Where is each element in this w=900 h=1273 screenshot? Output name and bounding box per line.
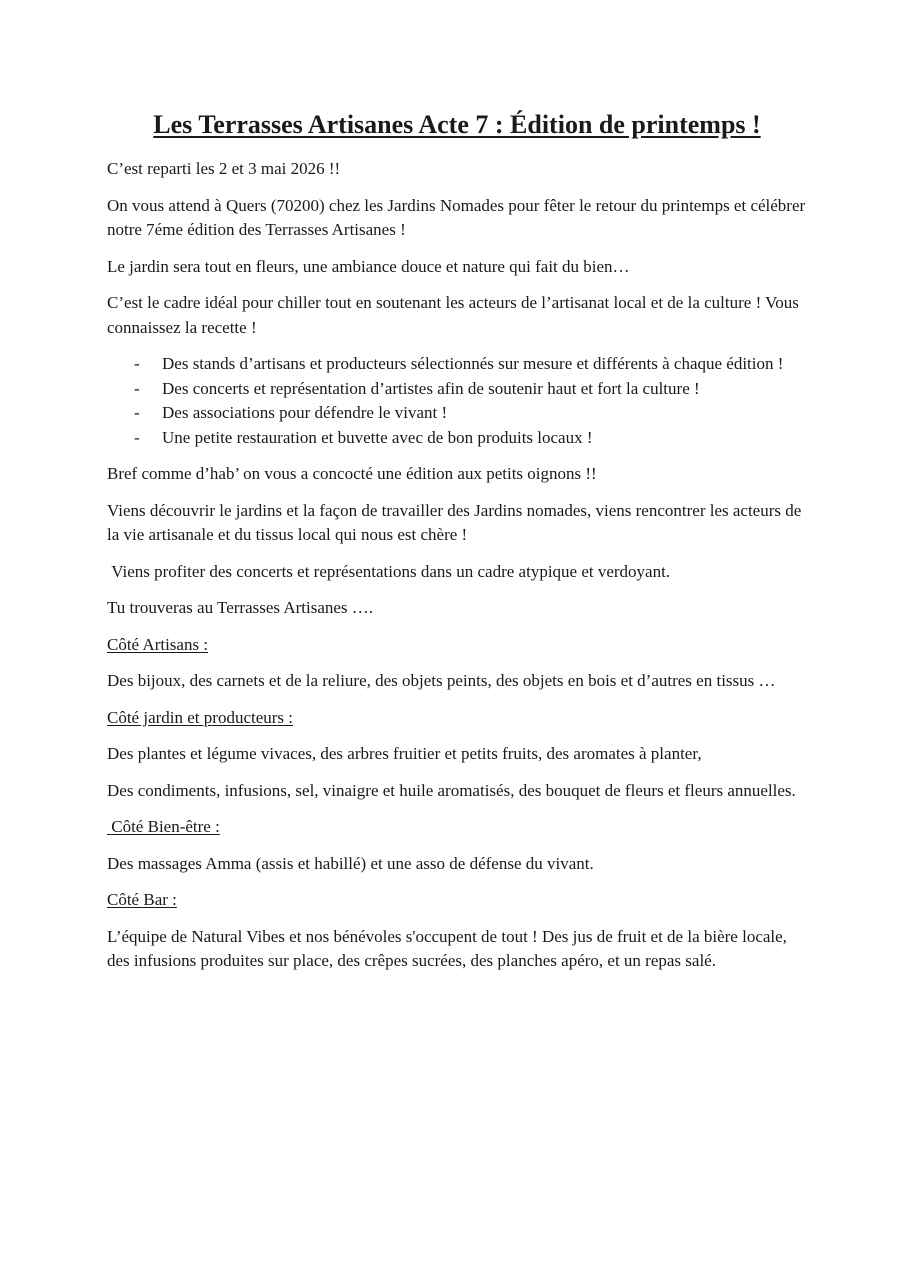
find-intro-paragraph: Tu trouveras au Terrasses Artisanes …. xyxy=(107,598,374,617)
section-heading-bien-etre: Côté Bien-être : xyxy=(107,817,220,836)
section-paragraph: Des condiments, infusions, sel, vinaigre et huile aromatisés, des bouquet de fleurs et fleurs annuelles. xyxy=(107,780,796,800)
bullet-dash: - xyxy=(134,378,140,398)
list-item xyxy=(107,352,807,377)
summary-paragraph: Bref comme d’hab’ on vous a concocté une édition aux petits oignons !! xyxy=(107,464,597,483)
section-paragraph: L’équipe de Natural Vibes et nos bénévoles s'occupent de tout ! Des jus de fruit et de la bière locale, des infusions produites sur place, des crêpes sucrées, des planches apéro, et un repas salé. xyxy=(107,926,787,970)
location-paragraph: On vous attend à Quers (70200) chez les Jardins Nomades pour fêter le retour du printemps et célébrer notre 7éme édition des Terrasses Artisanes ! xyxy=(107,195,806,239)
section-heading-jardin: Côté jardin et producteurs : xyxy=(107,707,294,727)
list-item-text: Des associations pour défendre le vivant ! xyxy=(162,403,448,422)
list-item-text: Des concerts et représentation d’artistes afin de soutenir haut et fort la culture ! xyxy=(162,378,700,398)
discover-paragraph: Viens découvrir le jardins et la façon de travailler des Jardins nomades, viens rencontrer les acteurs de la vie artisanale et du tissus local qui nous est chère ! xyxy=(107,500,802,544)
ambiance-paragraph: Le jardin sera tout en fleurs, une ambiance douce et nature qui fait du bien… xyxy=(107,256,630,276)
section-paragraph: Des bijoux, des carnets et de la reliure, des objets peints, des objets en bois et d’autres en tissus … xyxy=(107,671,776,690)
recipe-paragraph: C’est le cadre idéal pour chiller tout en soutenant les acteurs de l’artisanat local et de la culture ! Vous connaissez la recette ! xyxy=(107,293,799,337)
bullet-dash: - xyxy=(134,354,140,373)
section-paragraph: Des plantes et légume vivaces, des arbres fruitier et petits fruits, des aromates à planter, xyxy=(107,744,702,763)
document-page xyxy=(107,104,807,986)
concerts-paragraph: Viens profiter des concerts et représentations dans un cadre atypique et verdoyant. xyxy=(107,561,671,581)
document-title: Les Terrasses Artisanes Acte 7 : Édition de printemps ! xyxy=(153,110,761,139)
section-heading-bar: Côté Bar : xyxy=(107,890,177,909)
list-item-text: Une petite restauration et buvette avec de bon produits locaux ! xyxy=(162,427,593,447)
list-item-text: Des stands d’artisans et producteurs sélectionnés sur mesure et différents à chaque édition ! xyxy=(162,354,784,373)
features-list xyxy=(107,352,807,450)
list-item xyxy=(107,426,807,451)
section-heading-artisans: Côté Artisans : xyxy=(107,634,209,654)
bullet-dash: - xyxy=(134,403,140,422)
list-item xyxy=(107,401,807,426)
section-paragraph: Des massages Amma (assis et habillé) et une asso de défense du vivant. xyxy=(107,853,594,873)
date-announcement: C’est reparti les 2 et 3 mai 2026 !! xyxy=(107,159,341,178)
list-item xyxy=(107,377,807,402)
bullet-dash: - xyxy=(134,427,140,447)
